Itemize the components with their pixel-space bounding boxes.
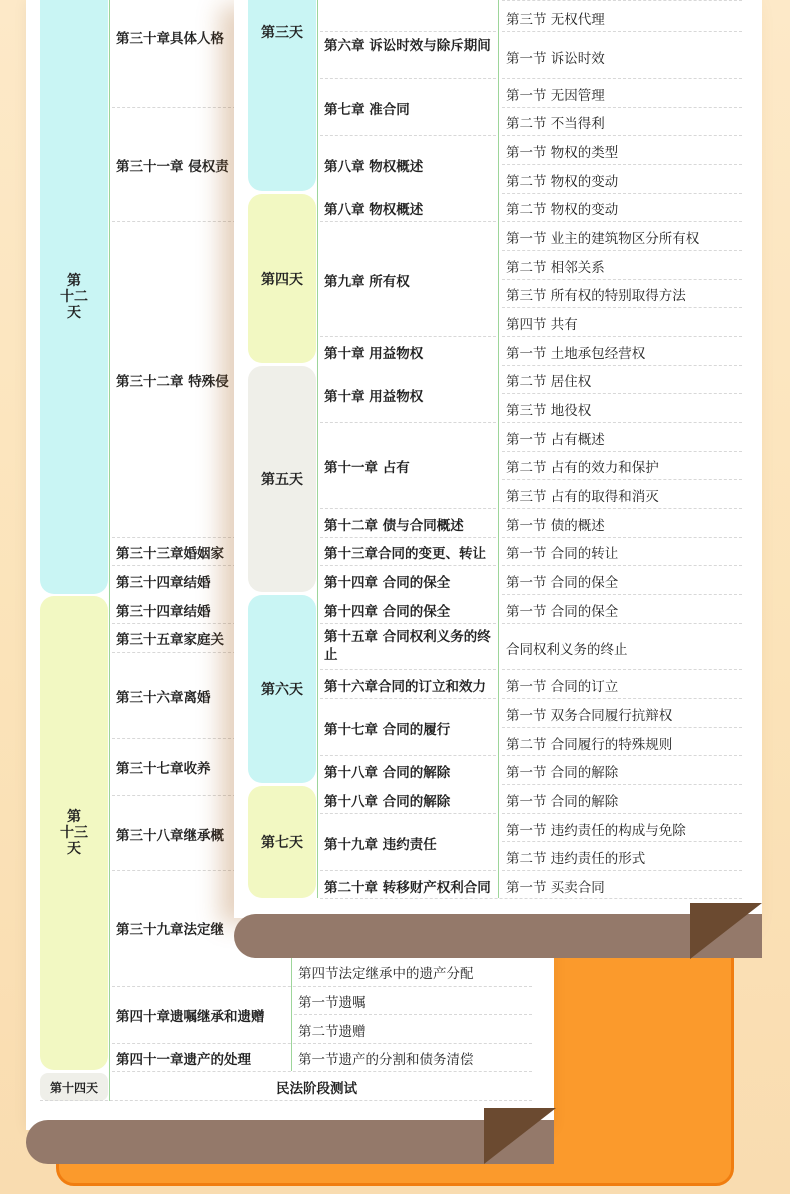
section-label: 第三节 占有的取得和消灭 bbox=[506, 489, 659, 505]
row-divider bbox=[320, 221, 496, 222]
chapter-label: 第三十一章 侵权责 bbox=[116, 159, 229, 175]
row-divider bbox=[320, 698, 496, 699]
chapter-label: 第十章 用益物权 bbox=[324, 346, 424, 362]
row-divider bbox=[320, 623, 496, 624]
day-label: 第七天 bbox=[261, 835, 303, 851]
chapter-label: 第十章 用益物权 bbox=[324, 389, 424, 405]
row-divider bbox=[112, 870, 236, 871]
row-divider bbox=[112, 565, 236, 566]
row-divider bbox=[502, 698, 742, 699]
row-divider bbox=[502, 135, 742, 136]
section-label: 第一节 土地承包经营权 bbox=[506, 346, 646, 362]
row-divider bbox=[502, 479, 742, 480]
row-divider bbox=[502, 813, 742, 814]
section-label: 第一节 合同的解除 bbox=[506, 794, 619, 810]
row-divider bbox=[320, 422, 496, 423]
chapter-label: 第三十六章离婚 bbox=[116, 690, 211, 706]
chapter-label: 第十七章 合同的履行 bbox=[324, 722, 451, 738]
day-seven-cell bbox=[248, 786, 316, 898]
row-divider bbox=[502, 164, 742, 165]
row-divider bbox=[502, 565, 742, 566]
section-label: 第一节 合同的保全 bbox=[506, 575, 619, 591]
chapter-label: 第十五章 合同权利义务的终止 bbox=[324, 629, 491, 663]
row-divider bbox=[502, 623, 742, 624]
section-label: 第一节遗产的分割和债务清偿 bbox=[298, 1052, 474, 1068]
section-label: 第一节遗嘱 bbox=[298, 995, 366, 1011]
section-label: 第一节 违约责任的构成与免除 bbox=[506, 823, 686, 839]
chapter-label: 第十二章 债与合同概述 bbox=[324, 518, 464, 534]
row-divider bbox=[320, 898, 742, 899]
chapter-label: 第三十三章婚姻家 bbox=[116, 546, 224, 562]
row-divider bbox=[320, 813, 496, 814]
row-divider bbox=[112, 1071, 532, 1072]
chapter-label: 第三十九章法定继 bbox=[116, 922, 224, 938]
row-divider bbox=[502, 594, 742, 595]
section-label: 第四节 共有 bbox=[506, 317, 578, 333]
row-divider bbox=[502, 0, 742, 1]
row-divider bbox=[502, 78, 742, 79]
row-divider bbox=[112, 107, 236, 108]
section-label: 第一节 无因管理 bbox=[506, 88, 605, 104]
chapter-label: 第十八章 合同的解除 bbox=[324, 765, 451, 781]
back-card-fold bbox=[26, 1120, 554, 1164]
day-label: 第 十二 天 bbox=[60, 273, 88, 321]
section-label: 第一节 合同的解除 bbox=[506, 765, 619, 781]
row-divider bbox=[320, 31, 496, 32]
row-divider bbox=[112, 537, 236, 538]
column-divider bbox=[317, 0, 318, 898]
row-divider bbox=[112, 623, 236, 624]
row-divider bbox=[112, 986, 532, 987]
day-four-cell bbox=[248, 194, 316, 363]
row-divider bbox=[320, 870, 496, 871]
section-label: 第二节 合同履行的特殊规则 bbox=[506, 737, 673, 753]
chapter-label: 第十四章 合同的保全 bbox=[324, 575, 451, 591]
chapter-label: 第十四章 合同的保全 bbox=[324, 604, 451, 620]
row-divider bbox=[502, 107, 742, 108]
chapter-label: 第三十八章继承概 bbox=[116, 828, 224, 844]
section-label: 第三节 地役权 bbox=[506, 403, 592, 419]
row-divider bbox=[320, 565, 496, 566]
front-card-fold bbox=[234, 914, 762, 958]
chapter-label: 第十六章合同的订立和效力 bbox=[324, 679, 486, 695]
row-divider bbox=[112, 221, 236, 222]
chapter-label: 第三十五章家庭关 bbox=[116, 632, 224, 648]
row-divider bbox=[502, 31, 742, 32]
section-label: 第一节 双务合同履行抗辩权 bbox=[506, 708, 673, 724]
section-label: 第一节 债的概述 bbox=[506, 518, 605, 534]
day-six-cell bbox=[248, 595, 316, 783]
section-label: 第三节 所有权的特别取得方法 bbox=[506, 288, 686, 304]
section-label: 第一节 合同的保全 bbox=[506, 604, 619, 620]
row-divider bbox=[320, 336, 496, 337]
section-label: 合同权利义务的终止 bbox=[506, 642, 628, 658]
chapter-label: 第六章 诉讼时效与除斥期间 bbox=[324, 38, 491, 54]
row-divider bbox=[502, 221, 742, 222]
section-label: 第二节 居住权 bbox=[506, 374, 592, 390]
chapter-label: 第三十四章结婚 bbox=[116, 575, 211, 591]
section-label: 第二节 物权的变动 bbox=[506, 174, 619, 190]
row-divider bbox=[320, 755, 496, 756]
chapter-label: 第八章 物权概述 bbox=[324, 159, 424, 175]
column-divider bbox=[498, 0, 499, 898]
row-divider bbox=[320, 508, 496, 509]
row-divider bbox=[320, 135, 496, 136]
row-divider bbox=[320, 537, 496, 538]
day-fourteen-cell bbox=[40, 1073, 108, 1101]
day-three-cell bbox=[248, 0, 316, 191]
row-divider bbox=[502, 336, 742, 337]
day-label: 第四天 bbox=[261, 271, 303, 288]
section-label: 第二节 占有的效力和保护 bbox=[506, 460, 659, 476]
row-divider bbox=[502, 279, 742, 280]
chapter-label: 第七章 准合同 bbox=[324, 102, 410, 118]
chapter-label: 第三十章具体人格 bbox=[116, 31, 224, 47]
row-divider bbox=[502, 250, 742, 251]
chapter-label: 第三十四章结婚 bbox=[116, 604, 211, 620]
row-divider bbox=[502, 841, 742, 842]
row-divider bbox=[502, 727, 742, 728]
row-divider bbox=[112, 652, 236, 653]
row-divider bbox=[502, 870, 742, 871]
row-divider bbox=[502, 755, 742, 756]
row-divider bbox=[40, 1100, 532, 1101]
row-divider bbox=[112, 738, 236, 739]
day-label: 第三天 bbox=[261, 25, 303, 41]
row-divider bbox=[502, 508, 742, 509]
chapter-label: 第四十一章遗产的处理 bbox=[116, 1052, 251, 1068]
chapter-label: 第三十二章 特殊侵 bbox=[116, 374, 229, 390]
fold-corner-icon bbox=[690, 903, 762, 959]
section-label: 第四节法定继承中的遗产分配 bbox=[298, 966, 474, 982]
row-divider bbox=[502, 784, 742, 785]
section-label: 第一节 合同的订立 bbox=[506, 679, 619, 695]
day-label: 第 十三 天 bbox=[60, 809, 88, 857]
row-divider bbox=[112, 795, 236, 796]
fold-corner-icon bbox=[484, 1108, 556, 1164]
row-divider bbox=[502, 307, 742, 308]
column-divider bbox=[109, 0, 110, 1101]
chapter-label: 第二十章 转移财产权利合同 bbox=[324, 880, 491, 896]
section-label: 第三节 无权代理 bbox=[506, 12, 605, 28]
row-divider bbox=[502, 422, 742, 423]
day-five-cell bbox=[248, 366, 316, 592]
chapter-label: 第四十章遗嘱继承和遗赠 bbox=[116, 1009, 265, 1025]
row-divider bbox=[502, 393, 742, 394]
chapter-label: 第九章 所有权 bbox=[324, 274, 410, 290]
row-divider bbox=[502, 193, 742, 194]
section-label: 第一节 买卖合同 bbox=[506, 880, 605, 896]
column-divider bbox=[291, 950, 292, 1071]
day-label: 第五天 bbox=[261, 472, 303, 488]
chapter-label: 第三十七章收养 bbox=[116, 761, 211, 777]
row-divider bbox=[294, 1014, 532, 1015]
section-label: 第二节 相邻关系 bbox=[506, 260, 605, 276]
chapter-label: 第十八章 合同的解除 bbox=[324, 794, 451, 810]
row-divider bbox=[320, 78, 496, 79]
day-thirteen-cell bbox=[40, 596, 108, 1070]
day-label: 第十四天 bbox=[49, 1080, 98, 1095]
row-divider bbox=[320, 669, 496, 670]
section-label: 第一节 占有概述 bbox=[506, 432, 605, 448]
section-label: 第二节 物权的变动 bbox=[506, 202, 619, 218]
chapter-label: 第十三章合同的变更、转让 bbox=[324, 546, 486, 562]
section-label: 第二节遗赠 bbox=[298, 1024, 366, 1040]
stage-test-label: 民法阶段测试 bbox=[276, 1081, 357, 1097]
chapter-label: 第八章 物权概述 bbox=[324, 202, 424, 218]
row-divider bbox=[112, 1043, 532, 1044]
section-label: 第一节 业主的建筑物区分所有权 bbox=[506, 231, 700, 247]
section-label: 第一节 合同的转让 bbox=[506, 546, 619, 562]
section-label: 第二节 不当得利 bbox=[506, 116, 605, 132]
row-divider bbox=[502, 669, 742, 670]
section-label: 第二节 违约责任的形式 bbox=[506, 851, 646, 867]
row-divider bbox=[502, 365, 742, 366]
day-twelve-cell bbox=[40, 0, 108, 594]
section-label: 第一节 诉讼时效 bbox=[506, 51, 605, 67]
section-label: 第一节 物权的类型 bbox=[506, 145, 619, 161]
day-label: 第六天 bbox=[261, 682, 303, 698]
chapter-label: 第十九章 违约责任 bbox=[324, 837, 437, 853]
row-divider bbox=[502, 451, 742, 452]
row-divider bbox=[502, 537, 742, 538]
chapter-label: 第十一章 占有 bbox=[324, 460, 410, 476]
